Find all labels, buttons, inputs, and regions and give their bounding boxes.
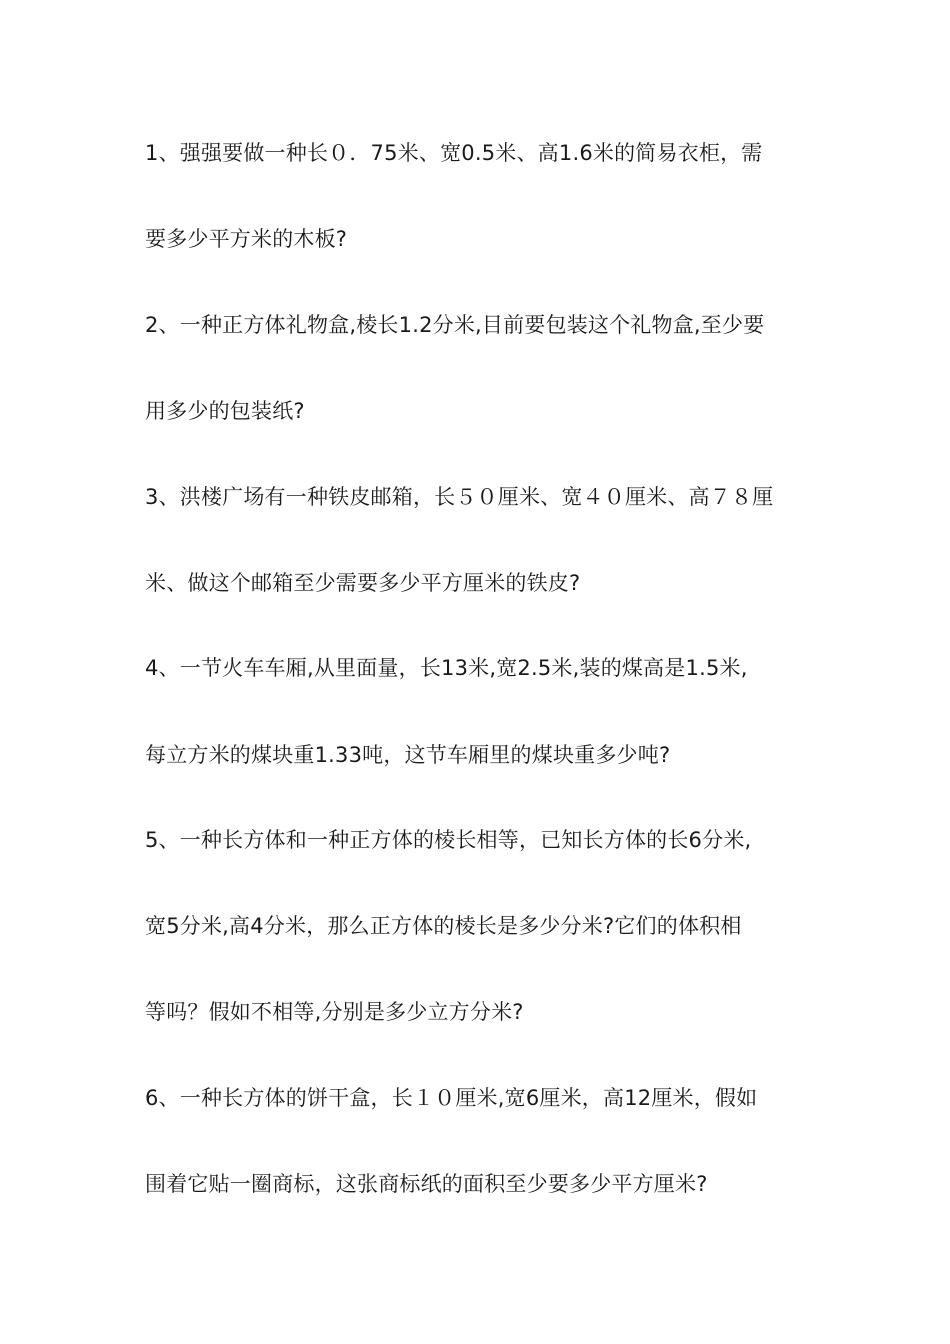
problem-2-line-2: 用多少的包装纸? <box>145 399 305 423</box>
problem-6-line-2: 围着它贴一圈商标，这张商标纸的面积至少要多少平方厘米? <box>145 1172 708 1196</box>
problem-4-line-2: 每立方米的煤块重1.33吨，这节车厢里的煤块重多少吨? <box>145 743 671 767</box>
problem-5-line-1: 5、一种长方体和一种正方体的棱长相等，已知长方体的长6分米, <box>145 828 752 852</box>
problem-1-line-2: 要多少平方米的木板? <box>145 227 348 251</box>
problem-6-line-1: 6、一种长方体的饼干盒，长１０厘米,宽6厘米，高12厘米，假如 <box>145 1086 758 1110</box>
problem-5-line-2: 宽5分米,高4分米，那么正方体的棱长是多少分米?它们的体积相 <box>145 914 742 938</box>
problem-3-line-2: 米、做这个邮箱至少需要多少平方厘米的铁皮? <box>145 571 581 595</box>
problem-2-line-1: 2、一种正方体礼物盒,棱长1.2分米,目前要包装这个礼物盒,至少要 <box>145 313 765 337</box>
problem-5-line-3: 等吗？假如不相等,分别是多少立方分米? <box>145 1000 524 1024</box>
problem-3-line-1: 3、洪楼广场有一种铁皮邮箱，长５０厘米、宽４０厘米、高７８厘 <box>145 485 774 509</box>
problem-1-line-1: 1、强强要做一种长０．75米、宽0.5米、高1.6米的简易衣柜，需 <box>145 141 763 165</box>
problem-4-line-1: 4、一节火车车厢,从里面量，长13米,宽2.5米,装的煤高是1.5米, <box>145 656 748 680</box>
